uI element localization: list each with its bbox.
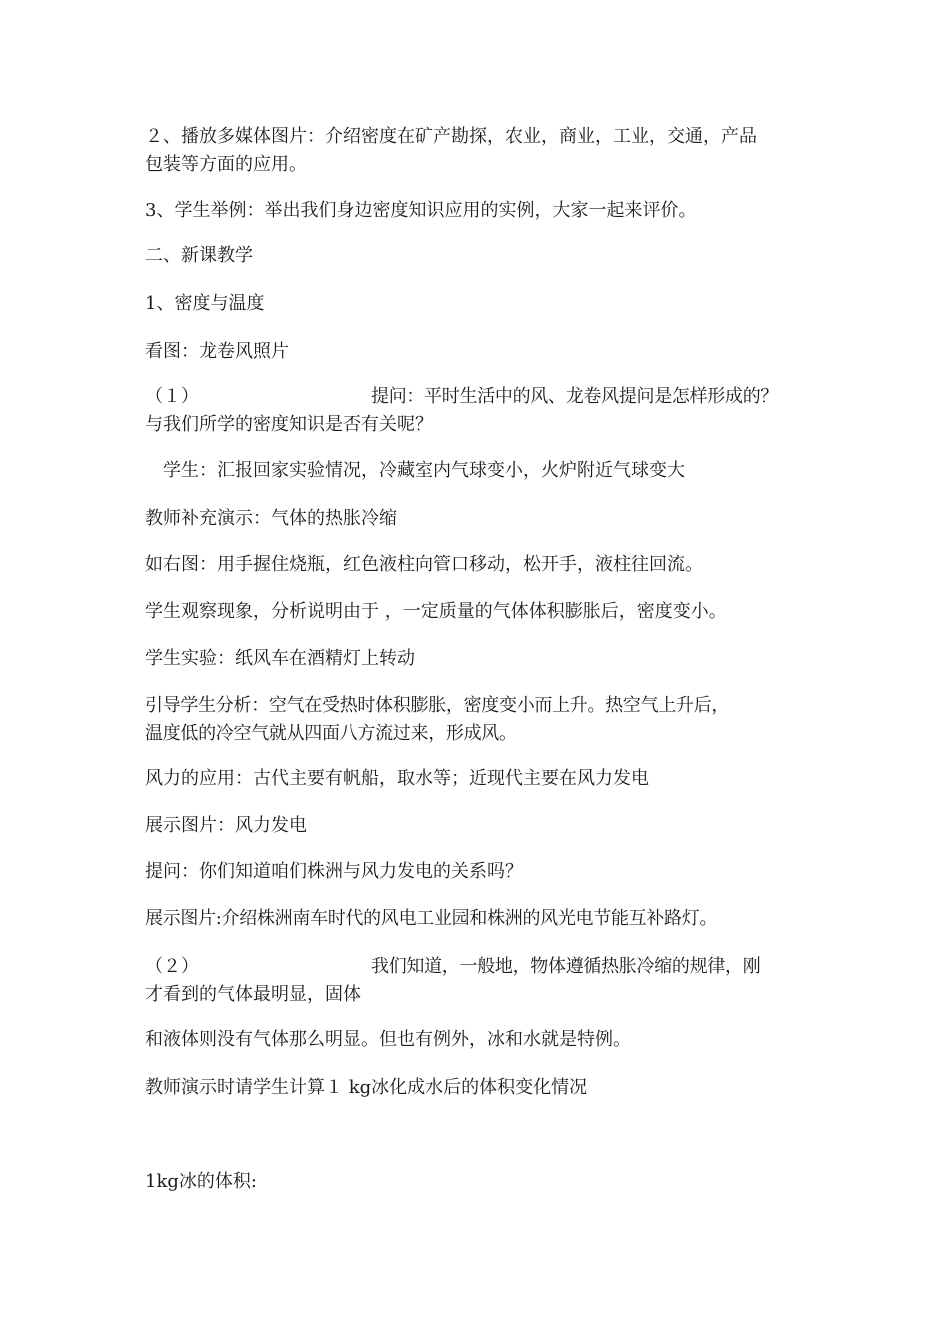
- paragraph-line: 提问：平时生活中的风、龙卷风提问是怎样形成的？: [371, 386, 779, 407]
- paragraph-line: 风力的应用：古代主要有帆船，取水等；近现代主要在风力发电: [145, 768, 649, 789]
- paragraph-line: 如右图：用手握住烧瓶，红色液柱向管口移动，松开手，液柱往回流。: [145, 554, 703, 575]
- paragraph-teacher-demo: [145, 505, 815, 533]
- paragraph-line: 才看到的气体最明显，固体: [145, 984, 361, 1005]
- paragraph-line: 温度低的冷空气就从四面八方流过来，形成风。: [145, 723, 517, 744]
- subsection-heading-density-temperature: [145, 290, 815, 318]
- paragraph-student-experiment: [145, 645, 815, 673]
- paragraph-line: 我们知道，一般地，物体遵循热胀冷缩的规律，刚: [371, 956, 761, 977]
- subsection-heading: 1、密度与温度: [145, 293, 265, 314]
- paragraph-line: 提问：你们知道咱们株洲与风力发电的关系吗？: [145, 861, 523, 882]
- paragraph-student-report: [163, 457, 833, 485]
- paragraph-show-picture-wind-power: [145, 812, 815, 840]
- paragraph-line: 学生：汇报回家实验情况，冷藏室内气球变小，火炉附近气球变大: [163, 460, 685, 481]
- paragraph-question-zhuzhou: [145, 858, 815, 886]
- paragraph-show-picture-zhuzhou: [145, 905, 815, 933]
- paragraph-multimedia-images: [145, 123, 815, 179]
- paragraph-line: 看图：龙卷风照片: [145, 341, 289, 362]
- paragraph-thermal-expansion: [145, 953, 815, 1009]
- section-heading-new-lesson: [145, 242, 815, 270]
- paragraph-wind-application: [145, 765, 815, 793]
- paragraph-guided-analysis: [145, 692, 815, 748]
- item-number: （１）: [145, 386, 199, 407]
- paragraph-line: ２、播放多媒体图片：介绍密度在矿产勘探，农业，商业，工业，交通，产品: [145, 126, 757, 147]
- paragraph-line: 与我们所学的密度知识是否有关呢？: [145, 414, 433, 435]
- paragraph-student-observation: [145, 598, 815, 626]
- section-heading: 二、新课教学: [145, 245, 253, 266]
- paragraph-ice-volume: [145, 1168, 815, 1196]
- paragraph-line: 学生实验：纸风车在酒精灯上转动: [145, 648, 415, 669]
- paragraph-look-at-picture: [145, 338, 815, 366]
- paragraph-line: 展示图片:介绍株洲南车时代的风电工业园和株洲的风光电节能互补路灯。: [145, 908, 718, 929]
- paragraph-right-figure: [145, 551, 815, 579]
- paragraph-line: 教师演示时请学生计算１ kg冰化成水后的体积变化情况: [145, 1077, 588, 1098]
- paragraph-line: 引导学生分析：空气在受热时体积膨胀，密度变小而上升。热空气上升后，: [145, 695, 730, 716]
- paragraph-line: 学生观察现象，分析说明由于 ，一定质量的气体体积膨胀后，密度变小。: [145, 601, 727, 622]
- paragraph-line: 包装等方面的应用。: [145, 154, 307, 175]
- paragraph-line: 1kg冰的体积:: [145, 1171, 257, 1192]
- paragraph-line: 3、学生举例：举出我们身边密度知识应用的实例，大家一起来评价。: [145, 200, 697, 221]
- paragraph-line: 教师补充演示：气体的热胀冷缩: [145, 508, 397, 529]
- paragraph-student-examples: [145, 197, 815, 225]
- paragraph-ice-water-exception: [145, 1026, 815, 1054]
- item-number: （２）: [145, 956, 199, 977]
- paragraph-teacher-calculation: [145, 1074, 815, 1102]
- paragraph-question-wind: [145, 383, 815, 439]
- paragraph-line: 展示图片：风力发电: [145, 815, 307, 836]
- paragraph-line: 和液体则没有气体那么明显。但也有例外，冰和水就是特例。: [145, 1029, 631, 1050]
